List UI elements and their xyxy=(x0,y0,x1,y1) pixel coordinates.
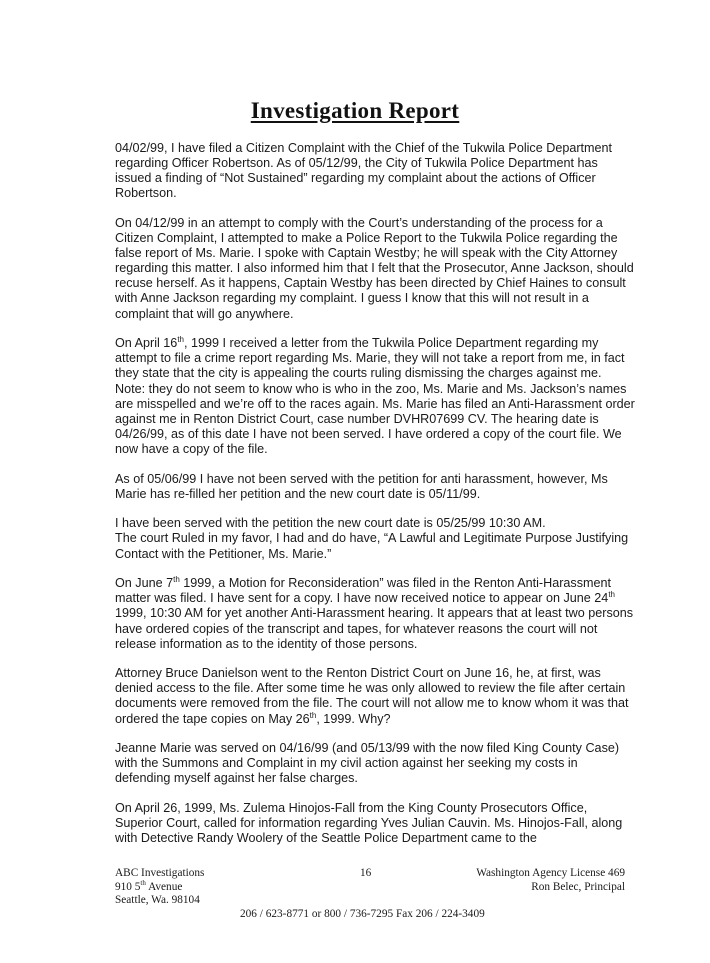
paragraph-citizen-complaint: 04/02/99, I have filed a Citizen Complaint with the Chief of the Tukwila Police Department regarding Officer Robertson. As of 05/12/99, the City of Tukwila Police Department has issued a finding of “Not Sustained” regarding my complaint about the actions of Officer Robertson. xyxy=(115,141,613,201)
company-name: ABC Investigations xyxy=(115,867,205,879)
ordinal-suffix: th xyxy=(309,710,317,720)
ordinal-suffix: th xyxy=(177,335,184,345)
paragraph-summons-served: Jeanne Marie was served on 04/16/99 (and 05/13/99 with the now filed King County Case) with the Summons and Complaint in my civil action against her seeking my costs in defending myself against her false charges. xyxy=(115,741,620,786)
principal-name: Ron Belec, Principal xyxy=(531,880,625,893)
text-segment: 1999, 10:30 AM for yet another Anti-Harassment hearing. It appears that at least two persons have ordered copies of the transcript and tapes, for whatever reasons the court will not release information as to the identity of those persons. xyxy=(115,606,634,651)
paragraph-tukwila-letter xyxy=(115,336,635,457)
address-segment: 910 5 xyxy=(115,880,141,893)
phone-fax-line: 206 / 623-8771 or 800 / 736-7295 Fax 206 / 224-3409 xyxy=(240,908,485,920)
text-segment: , 1999. Why? xyxy=(316,711,391,726)
report-body xyxy=(115,141,635,861)
paragraph-police-report-attempt: On 04/12/99 in an attempt to comply with the Court’s understanding of the process for a Citizen Complaint, I attempted to make a Police Report to the Tukwila Police regarding the false report of Ms. Marie. I spoke with Captain Westby; he will speak with the City Attorney regarding this matter. I also informed him that I felt that the Prosecutor, Anne Jackson, should recuse herself. As it happens, Captain Westby has been directed by Chief Haines to consult with Anne Jackson regarding my complaint. I guess I know that this will not result in a complaint that will go anywhere. xyxy=(115,215,634,321)
ordinal-suffix: th xyxy=(173,575,180,585)
text-segment: 1999, a Motion for Reconsideration” was filed in the Renton Anti-Harassment matter was filed. I have sent for a copy. I have now received notice to appear on June 24 xyxy=(115,576,612,606)
text-line: I have been served with the petition the new court date is 05/25/99 10:30 AM. xyxy=(115,516,546,531)
footer-company-block xyxy=(115,867,204,908)
address-line-1 xyxy=(115,878,204,895)
page-number: 16 xyxy=(360,867,372,879)
paragraph-not-served: As of 05/06/99 I have not been served with the petition for anti harassment, however, Ms Marie has re-filled her petition and the new court date is 05/11/99. xyxy=(115,471,608,501)
page-title: Investigation Report xyxy=(250,98,460,123)
address-line-2: Seattle, Wa. 98104 xyxy=(115,894,200,907)
text-segment: Attorney Bruce Danielson went to the Renton District Court on June 16, he, at first, was denied access to the file. After some time he was only allowed to review the file after certain documents were removed from the file. The court will not allow me to know whom it was that ordered the tape copies on May 26 xyxy=(115,666,629,726)
agency-license: Washington Agency License 469 xyxy=(476,867,625,879)
paragraph-prosecutor-call: On April 26, 1999, Ms. Zulema Hinojos-Fall from the King County Prosecutors Office, Superior Court, called for information regarding Yves Julian Cauvin. Ms. Hinojos-Fall, along with Detective Randy Woolery of the Seattle Police Department came to the xyxy=(115,801,623,846)
ordinal-suffix: th xyxy=(608,590,615,600)
text-segment: On June 7 xyxy=(115,576,174,591)
paragraph-motion-reconsideration xyxy=(115,576,635,651)
ordinal-suffix: th xyxy=(140,878,146,887)
footer-license-block xyxy=(476,867,625,894)
text-segment: On April 16 xyxy=(115,336,178,351)
text-segment: , 1999 I received a letter from the Tukwila Police Department regarding my attempt to file a crime report regarding Ms. Marie, they will not take a report from me, in fact they state that the city is appealing the courts ruling dismissing the charges against me. Note: they do not seem to know who is who in the zoo, Ms. Marie and Ms. Jackson’s names are misspelled and we’re off to the races again. Ms. Marie has filed an Anti-Harassment order against me in Renton District Court, case number DVHR07699 CV. The hearing date is 04/26/99, as of this date I have not been served. I have ordered a copy of the court file. We now have a copy of the file. xyxy=(115,336,635,456)
address-segment: Avenue xyxy=(145,880,183,893)
paragraph-attorney-danielson xyxy=(115,666,635,726)
paragraph-court-ruling xyxy=(115,516,635,561)
text-line: The court Ruled in my favor, I had and do have, “A Lawful and Legitimate Purpose Justifying Contact with the Petitioner, Ms. Marie.” xyxy=(115,531,629,561)
